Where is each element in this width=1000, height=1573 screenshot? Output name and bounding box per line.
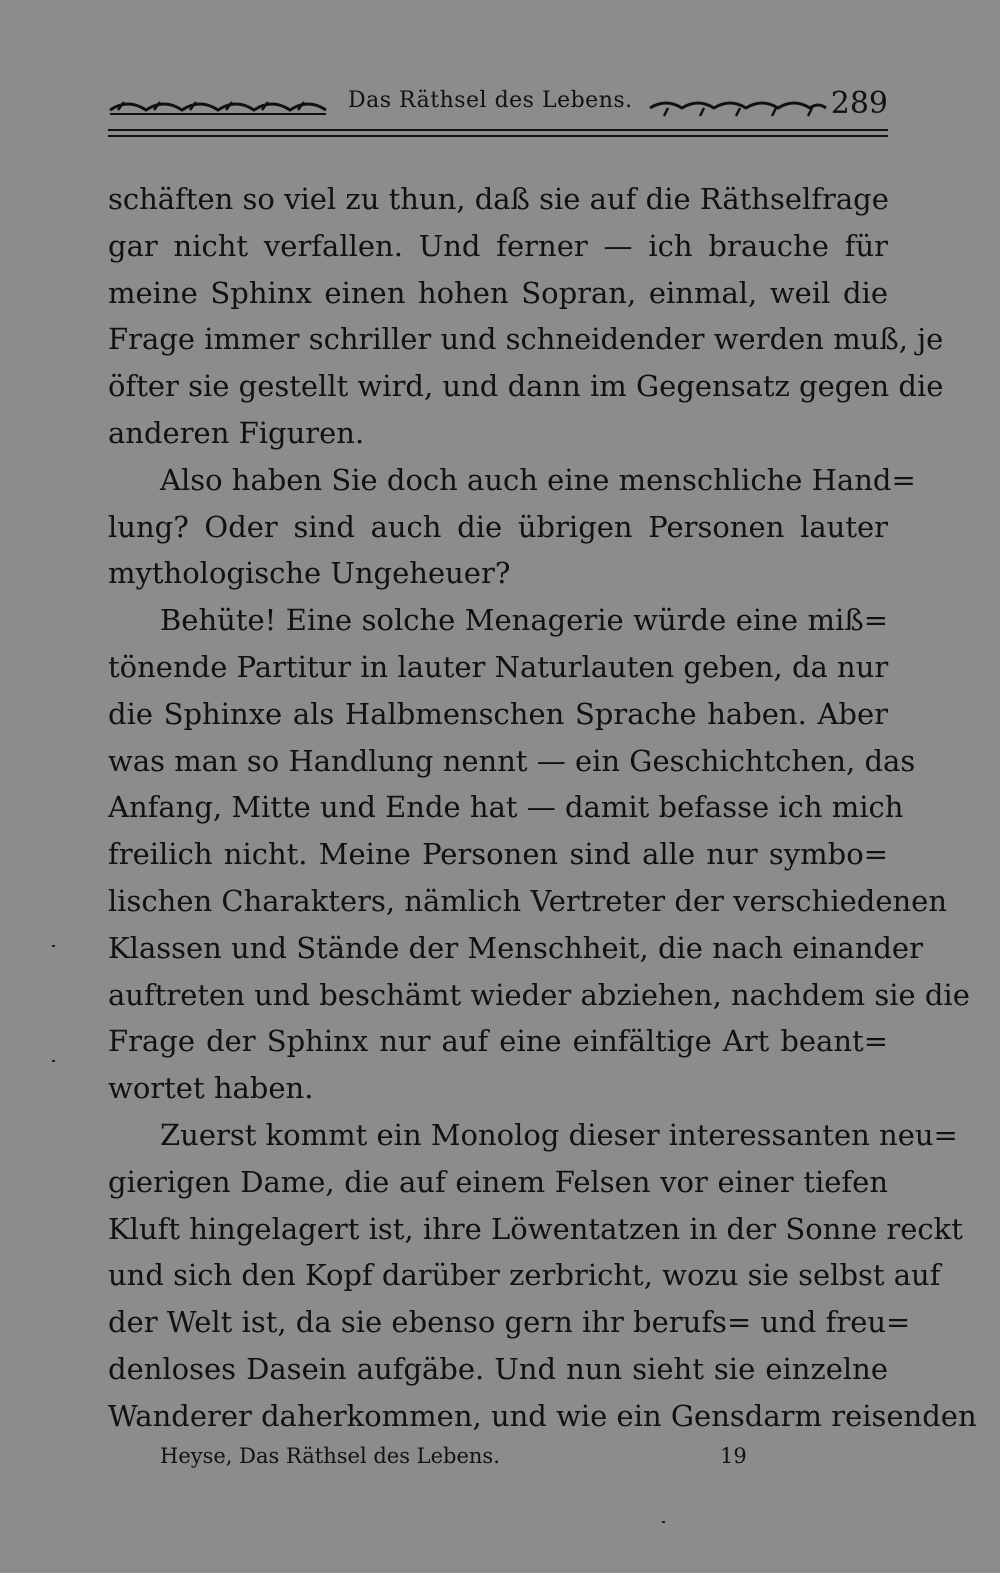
text-line: Kluft hingelagert ist, ihre Löwentatzen in der Sonne reckt bbox=[108, 1211, 963, 1246]
text-line: tönende Partitur in lauter Naturlauten geben, da nur bbox=[108, 649, 889, 684]
body-text bbox=[108, 176, 977, 1440]
text-line: wortet haben. bbox=[108, 1071, 314, 1106]
text-line: mythologische Ungeheuer? bbox=[108, 556, 511, 591]
text-line: lung? Oder sind auch die übrigen Personen lauter bbox=[108, 509, 888, 544]
vine-ornament-left-icon bbox=[108, 94, 328, 118]
text-line: der Welt ist, da sie ebenso gern ihr berufs= und freu= bbox=[108, 1305, 911, 1340]
text-line: meine Sphinx einen hohen Sopran, einmal, weil die bbox=[108, 275, 888, 310]
page-footer bbox=[160, 1444, 760, 1478]
sheet-number: 19 bbox=[720, 1444, 747, 1468]
text-line: Also haben Sie doch auch eine menschliche Hand= bbox=[160, 462, 916, 497]
text-line: lischen Charakters, nämlich Vertreter der verschiedenen bbox=[108, 883, 948, 918]
text-line: die Sphinxe als Halbmenschen Sprache haben. Aber bbox=[108, 696, 888, 731]
vine-ornament-right-icon bbox=[648, 94, 828, 118]
text-line: Wanderer daherkommen, und wie ein Gensdarm reisenden bbox=[108, 1398, 977, 1433]
text-line: anderen Figuren. bbox=[108, 415, 365, 450]
running-title: Das Räthsel des Lebens. bbox=[348, 88, 633, 113]
text-line: schäften so viel zu thun, daß sie auf die Räthselfrage bbox=[108, 182, 889, 216]
text-line: öfter sie gestellt wird, und dann im Gegensatz gegen die bbox=[108, 369, 944, 404]
text-line: und sich den Kopf darüber zerbricht, wozu sie selbst auf bbox=[108, 1258, 941, 1293]
signature-line: Heyse, Das Räthsel des Lebens. bbox=[160, 1444, 500, 1468]
page-number: 289 bbox=[830, 86, 888, 121]
text-line: gar nicht verfallen. Und ferner — ich brauche für bbox=[108, 228, 888, 263]
text-line: gierigen Dame, die auf einem Felsen vor einer tiefen bbox=[108, 1164, 888, 1199]
text-line: Behüte! Eine solche Menagerie würde eine miß= bbox=[160, 603, 888, 638]
header-rule-bottom bbox=[108, 135, 888, 137]
text-line: denloses Dasein aufgäbe. Und nun sieht sie einzelne bbox=[108, 1351, 888, 1386]
page-header bbox=[108, 86, 888, 126]
header-rule-top bbox=[108, 129, 888, 131]
text-line: Anfang, Mitte und Ende hat — damit befasse ich mich bbox=[108, 790, 904, 825]
scan-speck bbox=[52, 945, 55, 947]
scan-speck bbox=[662, 1521, 665, 1523]
text-line: auftreten und beschämt wieder abziehen, nachdem sie die bbox=[108, 977, 970, 1012]
text-line: was man so Handlung nennt — ein Geschichtchen, das bbox=[108, 743, 916, 778]
text-line: Klassen und Stände der Menschheit, die nach einander bbox=[108, 930, 923, 965]
text-line: Frage immer schriller und schneidender werden muß, je bbox=[108, 322, 944, 357]
text-line: Frage der Sphinx nur auf eine einfältige Art beant= bbox=[108, 1024, 888, 1059]
text-line: Zuerst kommt ein Monolog dieser interessanten neu= bbox=[160, 1117, 958, 1152]
text-line: freilich nicht. Meine Personen sind alle nur symbo= bbox=[108, 837, 888, 872]
scan-speck bbox=[52, 1060, 55, 1062]
